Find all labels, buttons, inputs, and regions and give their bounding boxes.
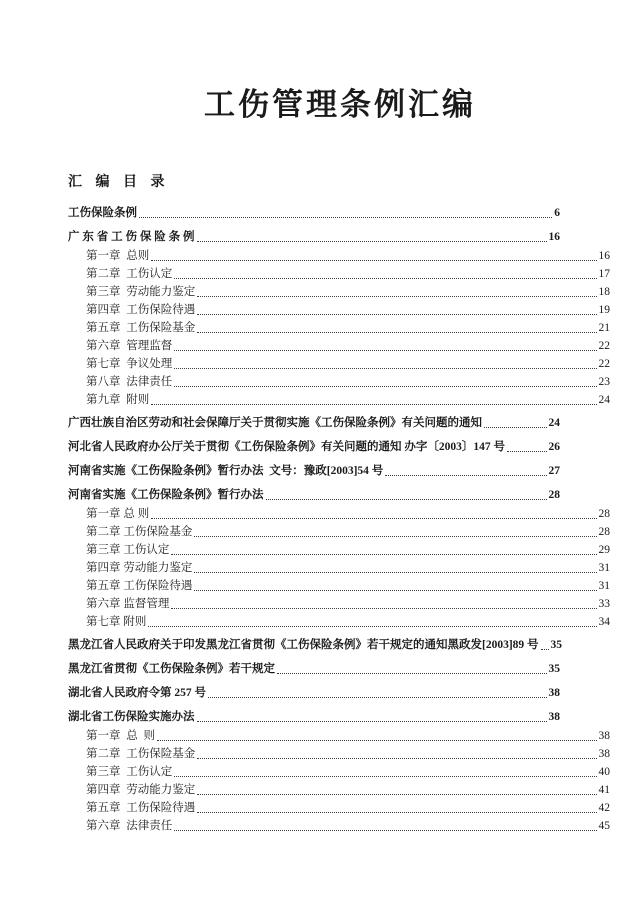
toc-entry-label: 第五章 工伤保险待遇 xyxy=(86,802,196,814)
toc-entry[interactable] xyxy=(68,704,640,728)
toc-entry-label: 第五章 工伤保险待遇 xyxy=(86,580,193,592)
toc-entry-label: 第一章 总 则 xyxy=(86,508,150,520)
toc-page-number: 38 xyxy=(548,687,560,699)
toc-chapter-entry[interactable] xyxy=(86,302,640,320)
toc-leader-dots xyxy=(174,776,596,777)
toc-chapter-entry[interactable] xyxy=(86,374,640,392)
toc-entry-label: 湖北省工伤保险实施办法 xyxy=(68,711,195,723)
toc-entry[interactable] xyxy=(68,224,640,248)
toc-page-number: 21 xyxy=(598,322,610,334)
toc-entry[interactable] xyxy=(68,410,640,434)
toc-page-number: 28 xyxy=(598,526,610,538)
toc-entry-label: 第七章 争议处理 xyxy=(86,358,173,370)
toc-leader-dots xyxy=(151,404,596,405)
toc-page-number: 18 xyxy=(598,286,610,298)
toc-page-number: 28 xyxy=(598,508,610,520)
toc-leader-dots xyxy=(208,697,547,698)
toc-entry-label: 河北省人民政府办公厅关于贯彻《工伤保险条例》有关问题的通知 办字〔2003〕147 号 xyxy=(68,441,505,453)
toc-page-number: 22 xyxy=(598,358,610,370)
toc-page-number: 45 xyxy=(598,820,610,832)
toc-entry[interactable] xyxy=(68,680,640,704)
toc-page-number: 29 xyxy=(598,544,610,556)
toc-page-number: 28 xyxy=(548,489,560,501)
toc-entry-label: 第二章 工伤保险基金 xyxy=(86,526,193,538)
toc-leader-dots xyxy=(197,241,547,242)
toc-entry-label: 黑龙江省人民政府关于印发黑龙江省贯彻《工伤保险条例》若干规定的通知黑政发[2003]89 号 xyxy=(68,639,539,651)
toc-entry-label: 第四章 劳动能力鉴定 xyxy=(86,784,196,796)
toc-entry[interactable] xyxy=(68,632,640,656)
toc-entry-label: 第八章 法律责任 xyxy=(86,376,173,388)
toc-page-number: 31 xyxy=(598,580,610,592)
toc-leader-dots xyxy=(174,830,596,831)
toc-entry-label: 河南省实施《工伤保险条例》暂行办法 文号：豫政[2003]54 号 xyxy=(68,465,384,477)
toc-entry-label: 第三章 工伤认定 xyxy=(86,544,170,556)
toc-page-number: 40 xyxy=(598,766,610,778)
toc-leader-dots xyxy=(277,673,547,674)
toc-leader-dots xyxy=(194,590,596,591)
toc-page-number: 38 xyxy=(598,730,610,742)
toc-page-number: 6 xyxy=(554,207,560,219)
toc-chapter-entry[interactable] xyxy=(86,266,640,284)
toc-leader-dots xyxy=(151,260,596,261)
toc-entry-label: 第九章 附则 xyxy=(86,394,150,406)
toc-heading: 汇 编 目 录 xyxy=(68,175,170,190)
toc-chapter-entry[interactable] xyxy=(86,614,640,632)
toc-entry-label: 广 东 省 工 伤 保 险 条 例 xyxy=(68,231,195,243)
toc-page-number: 19 xyxy=(598,304,610,316)
toc-leader-dots xyxy=(194,572,596,573)
toc-entry-label: 第三章 工伤认定 xyxy=(86,766,173,778)
toc-page-number: 41 xyxy=(598,784,610,796)
toc-chapter-entry[interactable] xyxy=(86,524,640,542)
toc-page-number: 34 xyxy=(598,616,610,628)
toc-page-number: 23 xyxy=(598,376,610,388)
toc-entry-label: 第五章 工伤保险基金 xyxy=(86,322,196,334)
toc-page-number: 24 xyxy=(548,417,560,429)
toc-page-number: 42 xyxy=(598,802,610,814)
toc-chapter-entry[interactable] xyxy=(86,320,640,338)
toc-leader-dots xyxy=(197,721,547,722)
toc-page-number: 31 xyxy=(598,562,610,574)
toc-entry-label: 第一章 总则 xyxy=(86,250,150,262)
toc-entry-label: 第六章 管理监督 xyxy=(86,340,173,352)
toc-chapter-entry[interactable] xyxy=(86,764,640,782)
toc-entry[interactable] xyxy=(68,656,640,680)
toc-entry-label: 第一章 总 则 xyxy=(86,730,155,742)
toc-chapter-entry[interactable] xyxy=(86,506,640,524)
toc-leader-dots xyxy=(266,499,547,500)
toc-entry-label: 第三章 劳动能力鉴定 xyxy=(86,286,196,298)
toc-leader-dots xyxy=(174,368,596,369)
toc-entry-label: 第二章 工伤认定 xyxy=(86,268,173,280)
toc-page-number: 27 xyxy=(548,465,560,477)
toc-chapter-entry[interactable] xyxy=(86,542,640,560)
toc-page-number: 33 xyxy=(598,598,610,610)
toc-chapter-entry[interactable] xyxy=(86,284,640,302)
toc-entry[interactable] xyxy=(68,482,640,506)
toc-leader-dots xyxy=(197,314,596,315)
toc-chapter-entry[interactable] xyxy=(86,596,640,614)
toc-entry-label: 湖北省人民政府令第 257 号 xyxy=(68,687,206,699)
toc-leader-dots xyxy=(197,794,596,795)
toc-leader-dots xyxy=(197,812,596,813)
toc-leader-dots xyxy=(151,518,596,519)
toc-chapter-entry[interactable] xyxy=(86,356,640,374)
toc-page-number: 16 xyxy=(548,231,560,243)
toc-page-number: 38 xyxy=(598,748,610,760)
toc-chapter-entry[interactable] xyxy=(86,248,640,266)
toc-chapter-entry[interactable] xyxy=(86,782,640,800)
toc-page-number: 22 xyxy=(598,340,610,352)
toc-entry-label: 第七章 附则 xyxy=(86,616,147,628)
toc-entry-label: 第四章 工伤保险待遇 xyxy=(86,304,196,316)
toc-chapter-entry[interactable] xyxy=(86,728,640,746)
toc-entry-label: 第六章 监督管理 xyxy=(86,598,170,610)
toc-entry[interactable] xyxy=(68,458,640,482)
toc-leader-dots xyxy=(541,649,549,650)
toc-page-number: 17 xyxy=(598,268,610,280)
toc-leader-dots xyxy=(171,608,596,609)
toc-entry-label: 河南省实施《工伤保险条例》暂行办法 xyxy=(68,489,264,501)
toc-leader-dots xyxy=(148,626,596,627)
toc-leader-dots xyxy=(171,554,596,555)
toc-leader-dots xyxy=(194,536,596,537)
toc-leader-dots xyxy=(484,427,547,428)
toc-entry-label: 广西壮族自治区劳动和社会保障厅关于贯彻实施《工伤保险条例》有关问题的通知 xyxy=(68,417,482,429)
toc-chapter-entry[interactable] xyxy=(86,800,640,818)
toc-list xyxy=(0,200,640,836)
toc-page-number: 26 xyxy=(548,441,560,453)
toc-entry-label: 黑龙江省贯彻《工伤保险条例》若干规定 xyxy=(68,663,275,675)
toc-leader-dots xyxy=(174,278,596,279)
toc-page-number: 16 xyxy=(598,250,610,262)
toc-entry[interactable] xyxy=(68,200,640,224)
toc-chapter-entry[interactable] xyxy=(86,560,640,578)
page-title: 工伤管理条例汇编 xyxy=(204,87,476,122)
toc-chapter-entry[interactable] xyxy=(86,338,640,356)
toc-chapter-entry[interactable] xyxy=(86,578,640,596)
toc-page-number: 35 xyxy=(548,663,560,675)
toc-page-number: 35 xyxy=(550,639,563,651)
toc-entry-label: 第六章 法律责任 xyxy=(86,820,173,832)
toc-leader-dots xyxy=(197,758,596,759)
toc-page-number: 24 xyxy=(598,394,610,406)
toc-chapter-entry[interactable] xyxy=(86,392,640,410)
toc-leader-dots xyxy=(174,350,596,351)
toc-page-number: 38 xyxy=(548,711,560,723)
toc-entry-label: 工伤保险条例 xyxy=(68,207,137,219)
toc-leader-dots xyxy=(197,296,596,297)
toc-entry-label: 第四章 劳动能力鉴定 xyxy=(86,562,193,574)
toc-leader-dots xyxy=(197,332,596,333)
toc-leader-dots xyxy=(157,740,597,741)
toc-leader-dots xyxy=(385,475,546,476)
toc-chapter-entry[interactable] xyxy=(86,746,640,764)
toc-chapter-entry[interactable] xyxy=(86,818,640,836)
toc-leader-dots xyxy=(139,217,552,218)
toc-leader-dots xyxy=(507,451,547,452)
toc-entry[interactable] xyxy=(68,434,640,458)
toc-leader-dots xyxy=(174,386,596,387)
toc-entry-label: 第二章 工伤保险基金 xyxy=(86,748,196,760)
